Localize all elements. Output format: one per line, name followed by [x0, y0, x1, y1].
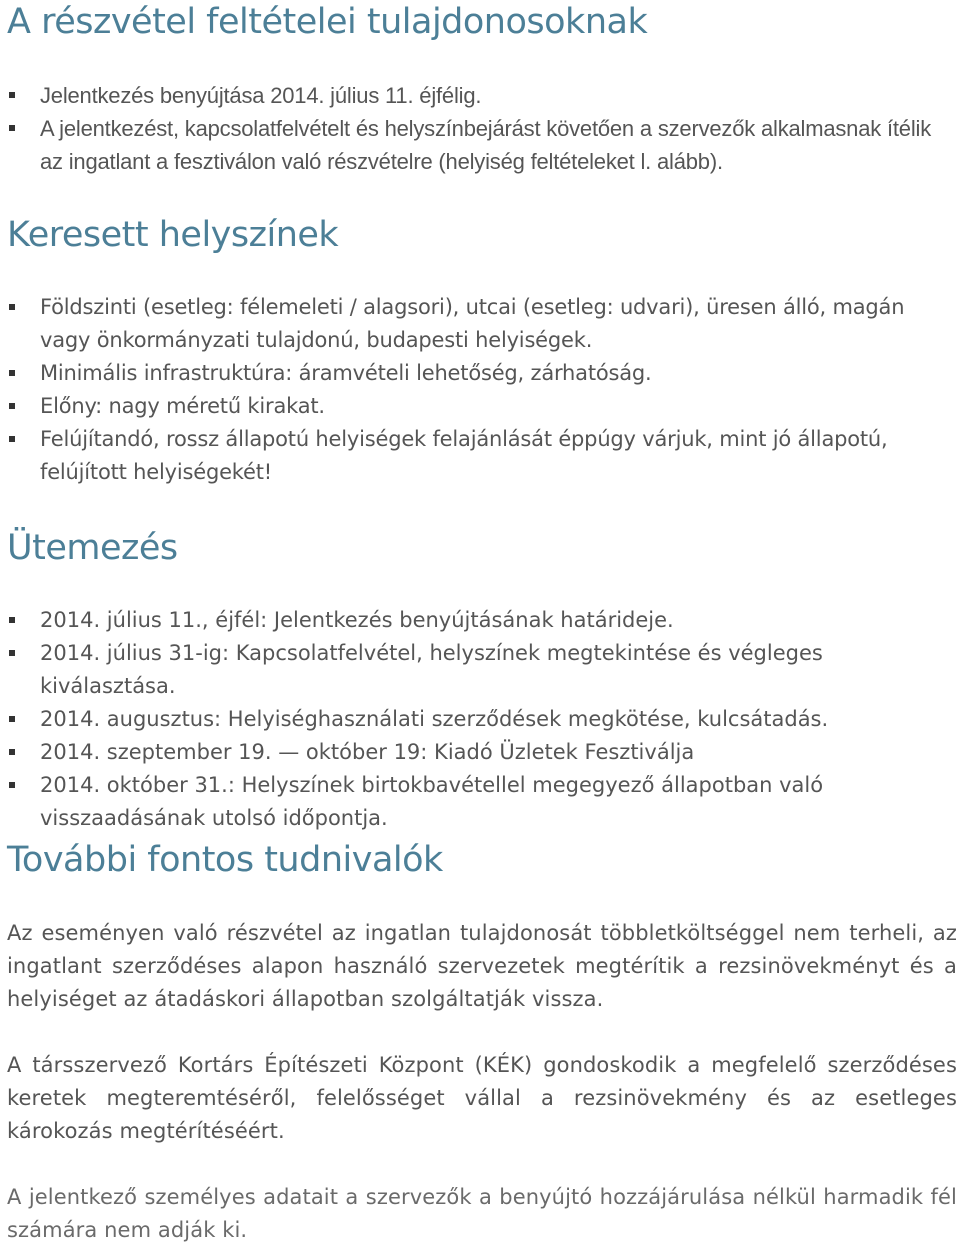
square-bullet-icon — [9, 436, 15, 442]
list-item: Felújítandó, rossz állapotú helyiségek felajánlását éppúgy várjuk, mint jó állapotú, felújított helyiségekét! — [7, 423, 952, 489]
heading-locations: Keresett helyszínek — [7, 215, 339, 255]
info-paragraph-privacy: A jelentkező személyes adatait a szervezők a benyújtó hozzájárulása nélkül harmadik fél számára nem adják ki. — [7, 1185, 957, 1242]
list-item: 2014. október 31.: Helyszínek birtokbavétellel megegyező állapotban való visszaadásának utolsó időpontja. — [7, 769, 952, 835]
list-item: Földszinti (esetleg: félemeleti / alagsori), utcai (esetleg: udvari), üresen álló, magán vagy önkormányzati tulajdonú, budapesti helyiségek. — [7, 291, 952, 357]
heading-schedule: Ütemezés — [7, 528, 178, 568]
square-bullet-icon — [9, 125, 15, 131]
list-item: 2014. augusztus: Helyiséghasználati szerződések megkötése, kulcsátadás. — [7, 703, 952, 736]
info-paragraph-contract: A társszervező Kortárs Építészeti Központ (KÉK) gondoskodik a megfelelő szerződéses keretek megteremtéséről, felelősséget vállal a rezsinövekmény és az esetleges károkozás megtérítéséért. — [7, 1053, 957, 1143]
list-item: 2014. július 11., éjfél: Jelentkezés benyújtásának határideje. — [7, 604, 952, 637]
info-paragraph-costs: Az eseményen való részvétel az ingatlan tulajdonosát többletköltséggel nem terheli, az ingatlant szerződéses alapon használó szervezetek megtérítik a rezsinövekményt és a helyiséget az átadáskori állapotban szolgáltatják vissza. — [7, 921, 957, 1011]
square-bullet-icon — [9, 782, 15, 788]
square-bullet-icon — [9, 370, 15, 376]
list-item: 2014. július 31-ig: Kapcsolatfelvétel, helyszínek megtekintése és végleges kiválasztása. — [7, 637, 952, 703]
square-bullet-icon — [9, 716, 15, 722]
schedule-list — [7, 604, 952, 835]
heading-further-info: További fontos tudnivalók — [7, 840, 443, 880]
participation-list — [7, 79, 952, 178]
heading-participation: A részvétel feltételei tulajdonosoknak — [7, 2, 648, 42]
list-item: Minimális infrastruktúra: áramvételi lehetőség, zárhatóság. — [7, 357, 952, 390]
square-bullet-icon — [9, 304, 15, 310]
square-bullet-icon — [9, 617, 15, 623]
square-bullet-icon — [9, 92, 15, 98]
square-bullet-icon — [9, 749, 15, 755]
list-item: Előny: nagy méretű kirakat. — [7, 390, 952, 423]
square-bullet-icon — [9, 403, 15, 409]
square-bullet-icon — [9, 650, 15, 656]
list-item: Jelentkezés benyújtása 2014. július 11. éjfélig. — [7, 79, 952, 112]
list-item: 2014. szeptember 19. — október 19: Kiadó Üzletek Fesztiválja — [7, 736, 952, 769]
list-item: A jelentkezést, kapcsolatfelvételt és helyszínbejárást követően a szervezők alkalmasnak ítélik az ingatlant a fesztiválon való részvételre (helyiség feltételeket l. alább). — [7, 112, 952, 178]
locations-list — [7, 291, 952, 489]
